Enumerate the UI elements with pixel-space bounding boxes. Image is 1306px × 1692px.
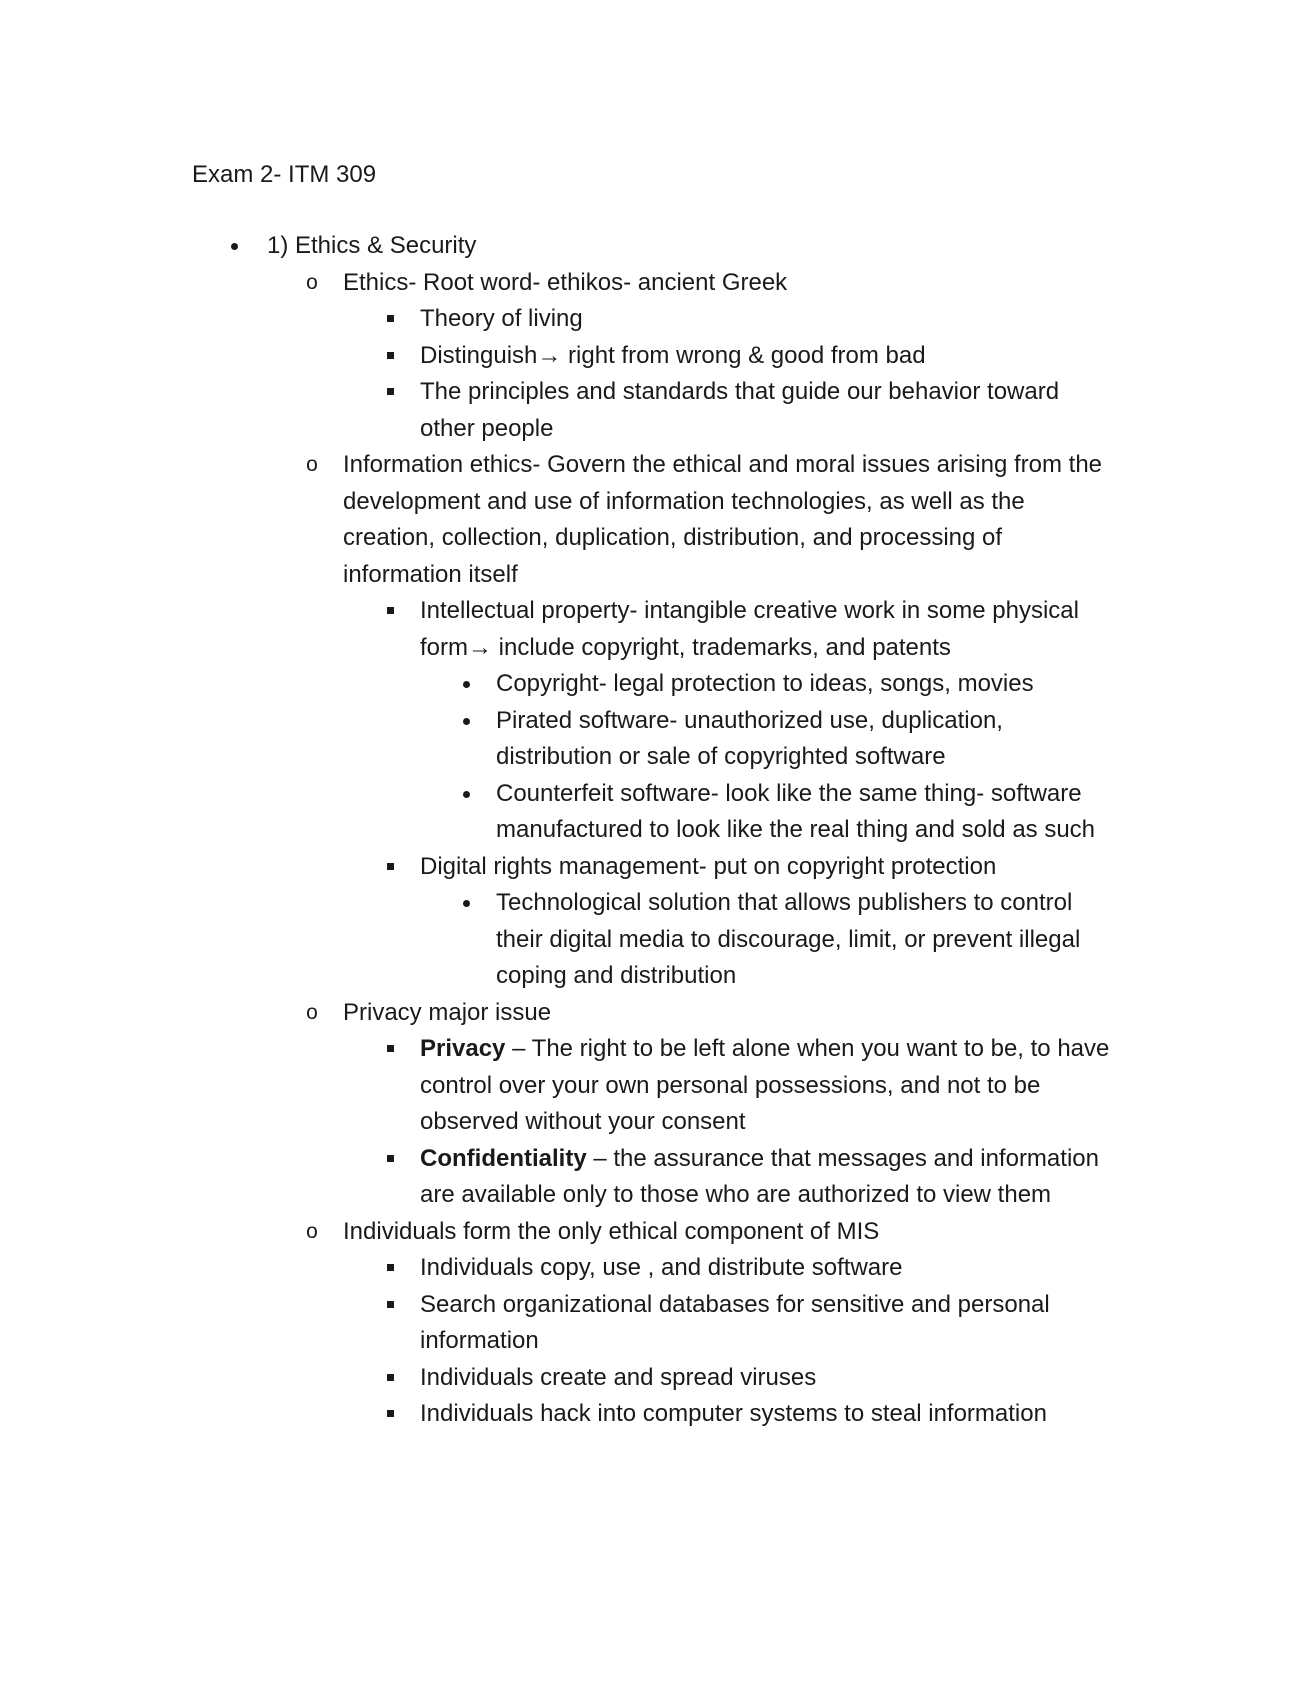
outline bbox=[0, 228, 1306, 1433]
list-item-text: Individuals copy, use , and distribute software bbox=[420, 1254, 903, 1281]
list-item bbox=[0, 1396, 1306, 1433]
square-bullet-icon bbox=[380, 1396, 400, 1433]
list-item-text: Digital rights management- put on copyright protection bbox=[420, 852, 997, 880]
list-item-text: Individuals create and spread viruses bbox=[420, 1363, 817, 1391]
individuals-heading: Individuals form the only ethical component of MIS bbox=[343, 1217, 880, 1245]
square-bullet-icon bbox=[380, 849, 400, 886]
bullet-icon bbox=[456, 885, 476, 922]
list-item bbox=[0, 1287, 1306, 1360]
list-item-text: Individuals hack into computer systems to steal information bbox=[420, 1400, 1047, 1427]
circle-bullet-icon: o bbox=[306, 1000, 318, 1024]
list-item-text: Technological solution that allows publishers to control their digital media to discourage, limit, or prevent illegal coping and distribution bbox=[496, 889, 1081, 989]
list-item-text: Search organizational databases for sensitive and personal information bbox=[420, 1290, 1050, 1354]
list-item-text: The principles and standards that guide our behavior toward other people bbox=[420, 378, 1060, 442]
outline-item-privacy bbox=[0, 995, 1306, 1032]
list-item-text bbox=[420, 1031, 1120, 1141]
square-bullet-icon bbox=[380, 1031, 400, 1068]
privacy-definition: – The right to be left alone when you want to be, to have control over your own personal possessions, and not to be observed without your consent bbox=[420, 1035, 1110, 1135]
list-item bbox=[0, 885, 1306, 995]
list-item bbox=[0, 1360, 1306, 1397]
bullet-icon bbox=[224, 228, 244, 265]
square-bullet-icon bbox=[380, 1360, 400, 1397]
list-item-text: Counterfeit software- look like the same thing- software manufactured to look like the real thing and sold as such bbox=[496, 779, 1096, 843]
list-item-text: Pirated software- unauthorized use, duplication, distribution or sale of copyrighted software bbox=[496, 706, 1003, 770]
list-item bbox=[0, 1250, 1306, 1287]
list-item bbox=[0, 666, 1306, 703]
bullet-icon bbox=[456, 666, 476, 703]
square-bullet-icon bbox=[380, 593, 400, 630]
list-item bbox=[0, 1031, 1306, 1141]
list-item bbox=[0, 593, 1306, 666]
list-item bbox=[0, 776, 1306, 849]
list-item-text: Theory of living bbox=[420, 305, 583, 332]
bullet-icon bbox=[456, 703, 476, 740]
square-bullet-icon bbox=[380, 374, 400, 411]
square-bullet-icon bbox=[380, 1250, 400, 1287]
ethics-heading: Ethics- Root word- ethikos- ancient Greek bbox=[343, 268, 788, 296]
list-item bbox=[0, 849, 1306, 886]
outline-item-info-ethics bbox=[0, 447, 1306, 593]
circle-bullet-icon: o bbox=[306, 453, 318, 476]
circle-bullet-icon: o bbox=[306, 270, 318, 294]
list-item bbox=[0, 1141, 1306, 1214]
list-item bbox=[0, 338, 1306, 375]
confidentiality-definition: – the assurance that messages and information are available only to those who are authorized to view them bbox=[420, 1144, 1099, 1208]
list-item-text: Copyright- legal protection to ideas, songs, movies bbox=[496, 670, 1034, 697]
document-title: Exam 2- ITM 309 bbox=[192, 161, 377, 188]
list-item bbox=[0, 374, 1306, 447]
list-item-text bbox=[420, 1141, 1120, 1214]
square-bullet-icon bbox=[380, 301, 400, 338]
list-item-text: Distinguish→ right from wrong & good from bad bbox=[420, 341, 926, 369]
bullet-icon bbox=[456, 776, 476, 813]
list-item bbox=[0, 703, 1306, 776]
info-ethics-heading: Information ethics- Govern the ethical and moral issues arising from the development and use of information technologies, as well as the creation, collection, duplication, distribution, and processing of information itself bbox=[343, 451, 1103, 588]
outline-item-individuals bbox=[0, 1214, 1306, 1251]
square-bullet-icon bbox=[380, 1287, 400, 1324]
outline-item-section1 bbox=[0, 228, 1306, 265]
section-heading: 1) Ethics & Security bbox=[267, 232, 477, 259]
list-item bbox=[0, 301, 1306, 338]
privacy-term: Privacy bbox=[420, 1035, 506, 1062]
list-item-text: Intellectual property- intangible creative work in some physical form→ include copyright, trademarks, and patents bbox=[420, 597, 1079, 661]
square-bullet-icon bbox=[380, 1141, 400, 1178]
privacy-heading: Privacy major issue bbox=[343, 998, 552, 1026]
outline-item-ethics bbox=[0, 265, 1306, 302]
circle-bullet-icon: o bbox=[306, 1219, 318, 1243]
square-bullet-icon bbox=[380, 338, 400, 375]
confidentiality-term: Confidentiality bbox=[420, 1144, 587, 1172]
